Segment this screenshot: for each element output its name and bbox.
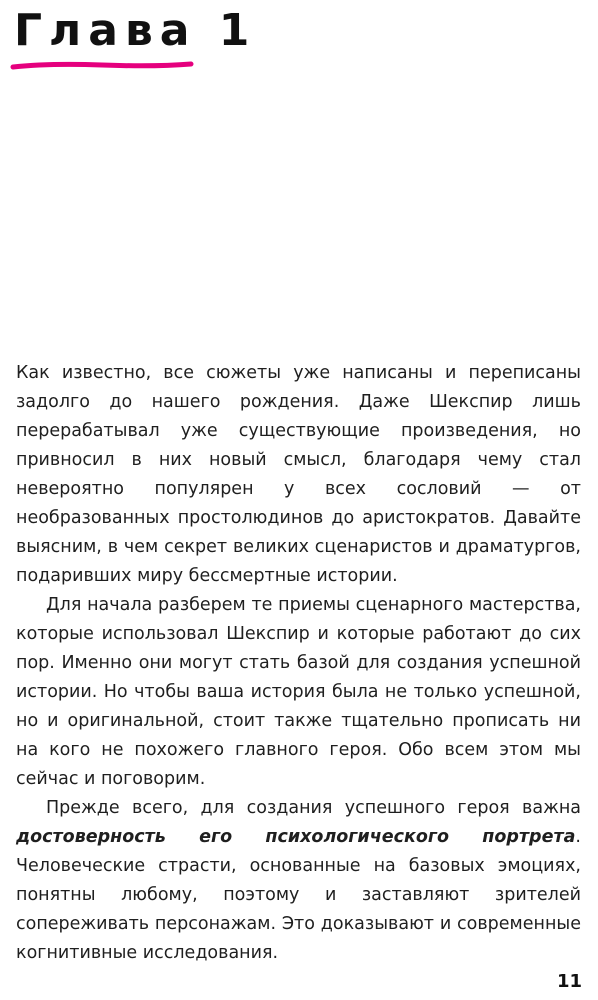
- page-number: 11: [556, 971, 582, 992]
- paragraph-techniques: Для начала разберем те приемы сценарного мастерства, которые использовал Шекспир и которые работают до сих пор. Именно они могут стать базой для создания успешной истории. Но чтобы ваша история была не только успешной, но и оригинальной, стоит также тщательно прописать ни на кого не похожего главного героя. Обо всем этом мы сейчас и поговорим.: [16, 595, 581, 789]
- paragraph-hero-after: . Человеческие страсти, основанные на базовых эмоциях, понятны любому, поэтому и заставляют зрителей сопереживать персонажам. Это доказывают и современные когнитивные исследования.: [16, 827, 581, 963]
- chapter-title: Глава 1: [14, 5, 257, 56]
- paragraph-intro: Как известно, все сюжеты уже написаны и переписаны задолго до нашего рождения. Даже Шекспир лишь перерабатывал уже существующие произведения, но привносил в них новый смысл, благодаря чему стал невероятно популярен у всех сословий — от необразованных простолюдинов до аристократов. Давайте выясним, в чем секрет великих сценаристов и драматургов, подаривших миру бессмертные истории.: [16, 363, 581, 586]
- paragraph-hero: [16, 794, 581, 968]
- chapter-heading: [14, 2, 256, 73]
- paragraph-hero-before: Прежде всего, для создания успешного героя важна: [46, 798, 581, 818]
- body-text: [16, 359, 581, 968]
- emphasis-phrase: достоверность его психологического портрета: [16, 827, 576, 847]
- chapter-underline: [10, 59, 194, 73]
